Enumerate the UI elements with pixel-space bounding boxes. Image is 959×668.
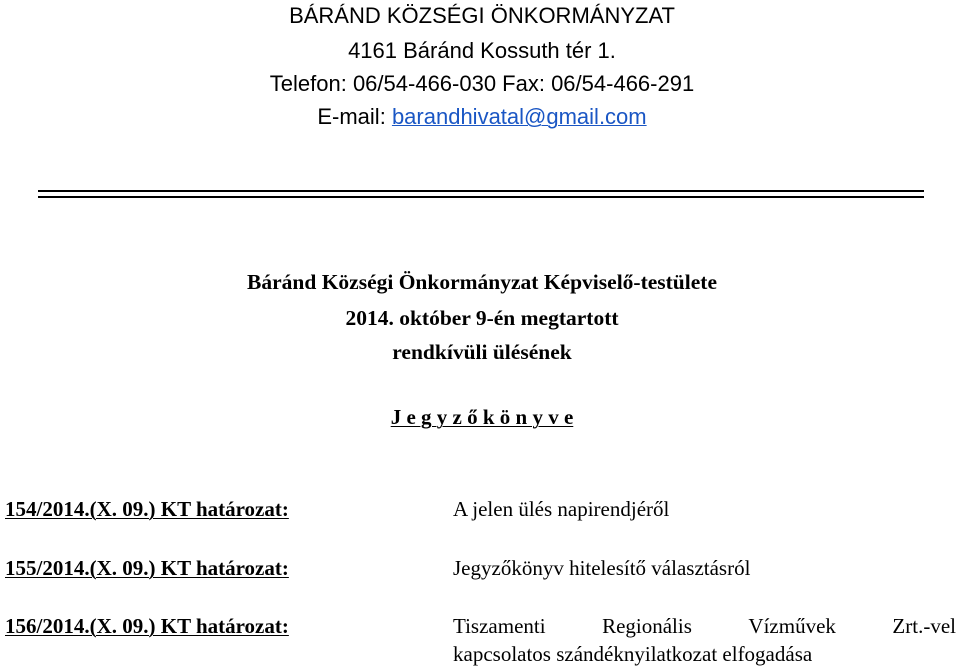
resolution-subject-line2: kapcsolatos szándéknyilatkozat elfogadása <box>453 642 813 666</box>
council-title: Báránd Községi Önkormányzat Képviselő-testülete <box>247 270 717 294</box>
resolution-subject-line1 <box>453 614 956 639</box>
subject-word: Zrt.-vel <box>892 614 956 638</box>
meeting-type: rendkívüli ülésének <box>392 340 572 364</box>
header-divider-top <box>38 190 924 192</box>
email-link[interactable]: barandhivatal@gmail.com <box>391 104 647 129</box>
document-type: J e g y z ő k ö n y v e <box>390 405 574 429</box>
resolution-subject: A jelen ülés napirendjéről <box>453 497 670 521</box>
subject-word: Regionális <box>602 614 692 638</box>
resolution-number: 156/2014.(X. 09.) KT határozat: <box>5 614 289 638</box>
email-line <box>0 104 959 130</box>
resolution-number: 154/2014.(X. 09.) KT határozat: <box>5 497 289 521</box>
subject-word: Tiszamenti <box>453 614 546 638</box>
resolution-subject: Jegyzőkönyv hitelesítő választásról <box>453 556 751 580</box>
email-label: E-mail: <box>317 104 386 129</box>
resolution-number: 155/2014.(X. 09.) KT határozat: <box>5 556 289 580</box>
subject-word: Vízművek <box>748 614 836 638</box>
address: 4161 Báránd Kossuth tér 1. <box>348 38 616 63</box>
meeting-date: 2014. október 9-én megtartott <box>345 306 619 330</box>
org-name: BÁRÁND KÖZSÉGI ÖNKORMÁNYZAT <box>289 3 675 28</box>
phone-fax: Telefon: 06/54-466-030 Fax: 06/54-466-291 <box>269 71 695 96</box>
header-divider-bottom <box>38 196 924 198</box>
